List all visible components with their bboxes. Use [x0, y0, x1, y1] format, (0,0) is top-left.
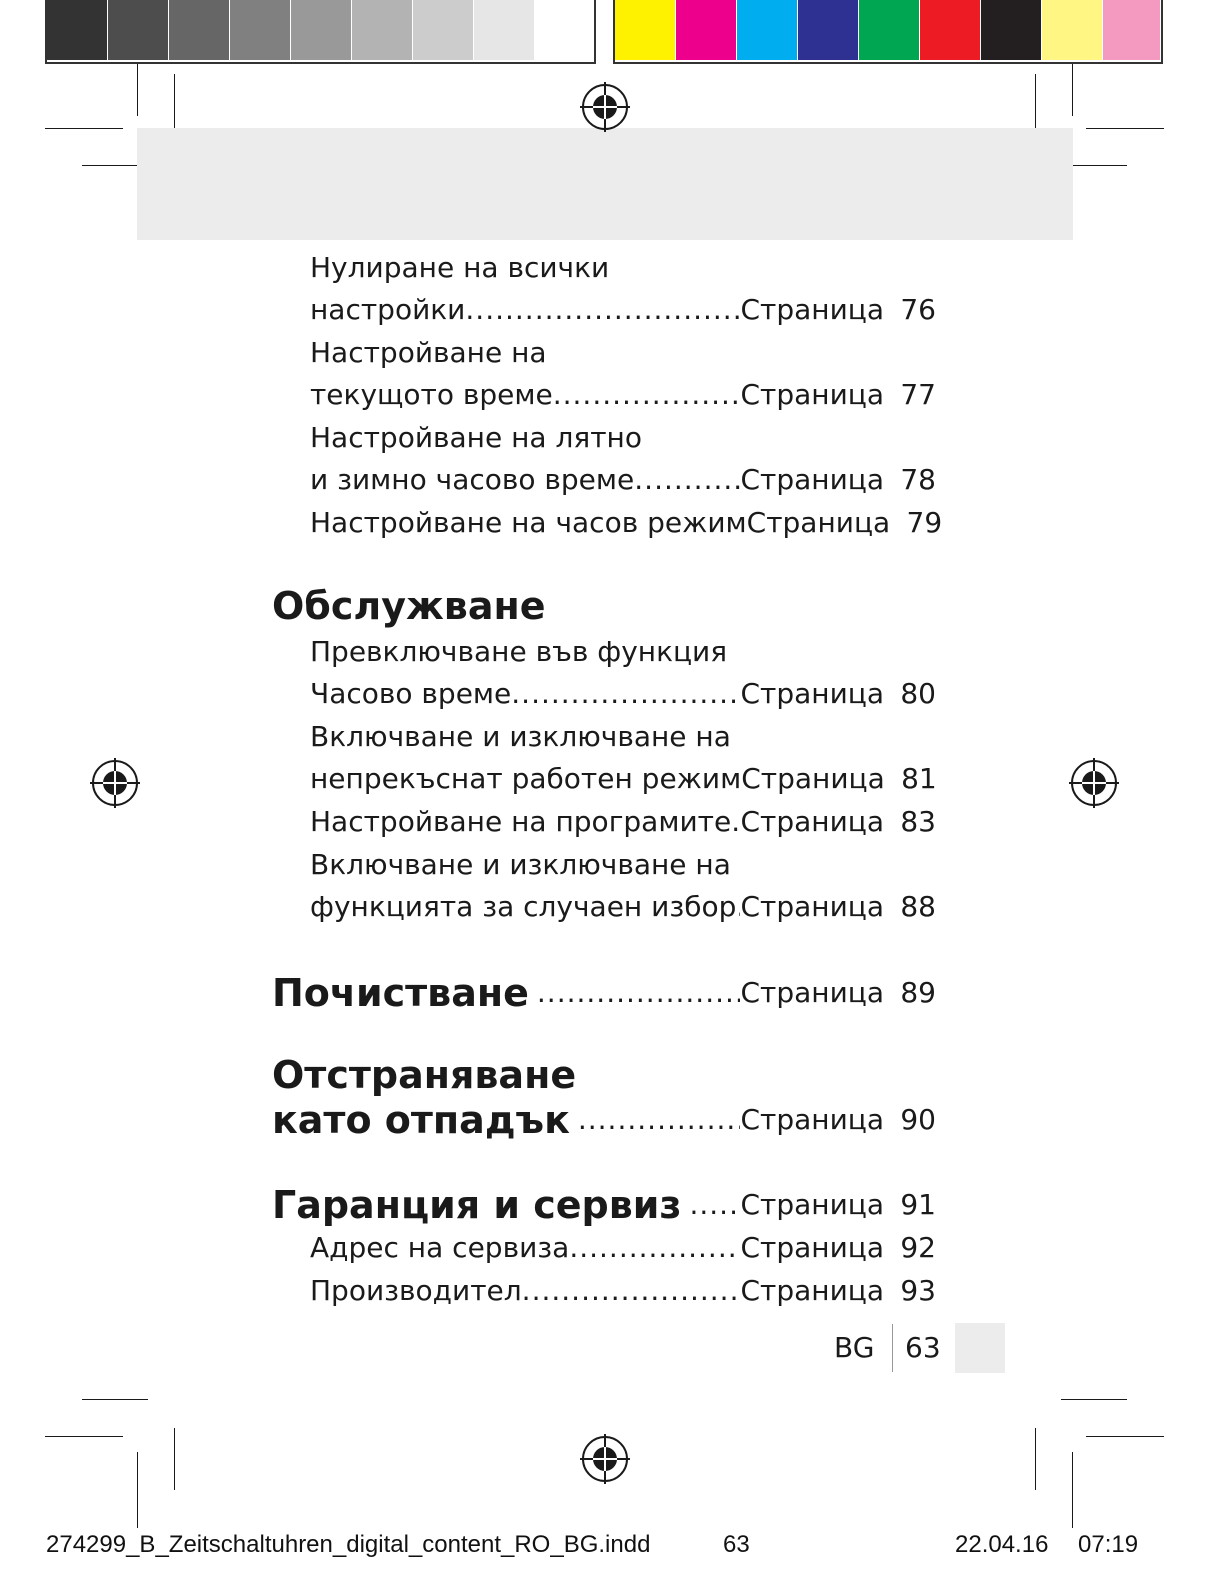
- crop-mark: [1086, 128, 1164, 129]
- page-label: Страница: [741, 762, 885, 795]
- leader-dots: [578, 1097, 741, 1143]
- toc-entry-set-time-line1: Настройване на: [310, 336, 547, 369]
- toc-entry-programs[interactable]: [310, 802, 936, 842]
- toc-entry-disposal[interactable]: [272, 1097, 936, 1143]
- page-number: 83: [900, 805, 936, 838]
- crop-mark: [1061, 1399, 1127, 1400]
- crop-mark: [45, 128, 123, 129]
- toc-entry-switch-line1: Превключване във функция: [310, 635, 728, 668]
- page-number: 76: [900, 293, 936, 326]
- header-band: [137, 128, 1073, 240]
- crop-mark: [45, 1436, 123, 1437]
- crop-mark: [137, 64, 138, 116]
- page-number: 90: [900, 1103, 936, 1136]
- toc-entry-manufacturer[interactable]: [310, 1271, 936, 1311]
- gray-swatch: [291, 0, 352, 60]
- toc-entry-clock-mode[interactable]: [310, 503, 943, 543]
- toc-entry-title: функцията за случаен избор: [310, 890, 737, 923]
- toc-entry-dst[interactable]: [310, 460, 936, 500]
- page-number: 81: [901, 762, 937, 795]
- page-number: 79: [906, 506, 943, 539]
- page-label: Страница: [740, 890, 884, 923]
- gray-swatch: [352, 0, 413, 60]
- toc-entry-title: Производител: [310, 1274, 522, 1307]
- toc-entry-title: настройки: [310, 293, 466, 326]
- toc-entry-cleaning[interactable]: [272, 970, 936, 1016]
- toc-entry-reset-all[interactable]: [310, 290, 936, 330]
- page-number: 80: [900, 677, 936, 710]
- gray-swatch: [474, 0, 535, 60]
- color-swatch: [859, 0, 920, 60]
- page-label: Страница: [740, 293, 884, 326]
- color-swatch: [1042, 0, 1103, 60]
- section-heading-disposal-line2: като отпадък: [272, 1098, 570, 1142]
- crop-mark: [137, 1452, 138, 1528]
- toc-entry-title: текущото време: [310, 378, 553, 411]
- gray-swatch: [230, 0, 291, 60]
- slug-filename: 274299_B_Zeitschaltuhren_digital_content_RO_BG.indd: [46, 1531, 651, 1558]
- color-swatch: [737, 0, 798, 60]
- page-number: 91: [900, 1188, 936, 1221]
- color-swatch: [798, 0, 859, 60]
- slug-file-page: 63: [723, 1531, 750, 1558]
- page-label: Страница: [740, 1188, 884, 1221]
- section-heading-cleaning: Почистване: [272, 971, 529, 1015]
- section-heading-warranty: Гаранция и сервиз: [272, 1183, 682, 1227]
- toc-entry-dst-line1: Настройване на лятно: [310, 421, 642, 454]
- toc-entry-continuous[interactable]: [310, 759, 936, 799]
- toc-entry-random[interactable]: [310, 887, 936, 927]
- toc-entry-title: Настройване на часов режим: [310, 506, 747, 539]
- crop-mark: [1035, 1428, 1036, 1490]
- page-label: Страница: [740, 976, 884, 1009]
- gray-color-bar: [45, 0, 596, 64]
- toc-entry-switch-clock[interactable]: [310, 674, 936, 714]
- toc-entry-set-time[interactable]: [310, 375, 936, 415]
- leader-dots: [569, 1228, 740, 1268]
- page-label: Страница: [740, 1103, 884, 1136]
- crop-mark: [1072, 64, 1073, 116]
- folio-page-number: 63: [905, 1331, 941, 1364]
- page-label: Страница: [740, 1274, 884, 1307]
- leader-dots: [689, 1182, 740, 1228]
- leader-dots: [731, 802, 740, 842]
- toc-entry-title: Часово време: [310, 677, 512, 710]
- toc-entry-reset-line1: Нулиране на всички: [310, 251, 610, 284]
- toc-entry-title: Настройване на програмите: [310, 805, 732, 838]
- leader-dots: [634, 460, 740, 500]
- registration-mark-icon: [580, 82, 630, 132]
- folio-divider: [892, 1324, 893, 1372]
- toc-entry-service-address[interactable]: [310, 1228, 936, 1268]
- slug-date: 22.04.16: [955, 1531, 1049, 1558]
- folio-tab: [955, 1323, 1005, 1373]
- page-label: Страница: [740, 805, 884, 838]
- page-number: 78: [900, 463, 936, 496]
- color-swatch: [676, 0, 737, 60]
- color-swatch: [920, 0, 981, 60]
- registration-mark-icon: [1069, 758, 1119, 808]
- toc-entry-warranty[interactable]: [272, 1182, 936, 1228]
- page-label: Страница: [740, 463, 884, 496]
- page-number: 88: [900, 890, 936, 923]
- page-label: Страница: [740, 378, 884, 411]
- crop-mark: [1086, 1436, 1164, 1437]
- leader-dots: [465, 290, 740, 330]
- slug-time: 07:19: [1078, 1531, 1139, 1558]
- color-swatch: [1103, 0, 1161, 60]
- page-number: 93: [900, 1274, 936, 1307]
- toc-entry-title: и зимно часово време: [310, 463, 635, 496]
- color-swatch: [981, 0, 1042, 60]
- page-number: 92: [900, 1231, 936, 1264]
- leader-dots: [553, 375, 741, 415]
- page-number: 89: [900, 976, 936, 1009]
- crop-mark: [1072, 1452, 1073, 1528]
- leader-dots: [511, 674, 740, 714]
- leader-dots: [522, 1271, 741, 1311]
- crop-mark: [82, 1399, 148, 1400]
- process-color-bar: [613, 0, 1163, 64]
- section-heading-operation[interactable]: Обслужване: [272, 584, 546, 628]
- page-label: Страница: [740, 677, 884, 710]
- toc-entry-title: Адрес на сервиза: [310, 1231, 570, 1264]
- page-number: 77: [900, 378, 936, 411]
- page-label: Страница: [746, 506, 891, 539]
- leader-dots: [537, 970, 741, 1016]
- page-label: Страница: [740, 1231, 884, 1264]
- folio-language: BG: [834, 1331, 875, 1364]
- toc-entry-title: непрекъснат работен режим: [310, 762, 742, 795]
- gray-swatch: [169, 0, 230, 60]
- gray-swatch: [535, 0, 594, 60]
- crop-mark: [174, 1428, 175, 1490]
- color-swatch: [615, 0, 676, 60]
- registration-mark-icon: [90, 758, 140, 808]
- section-heading-disposal-line1[interactable]: Отстраняване: [272, 1053, 577, 1097]
- gray-swatch: [413, 0, 474, 60]
- registration-mark-icon: [580, 1434, 630, 1484]
- toc-entry-random-line1: Включване и изключване на: [310, 848, 731, 881]
- gray-swatch: [108, 0, 169, 60]
- toc-entry-continuous-line1: Включване и изключване на: [310, 720, 731, 753]
- gray-swatch: [47, 0, 108, 60]
